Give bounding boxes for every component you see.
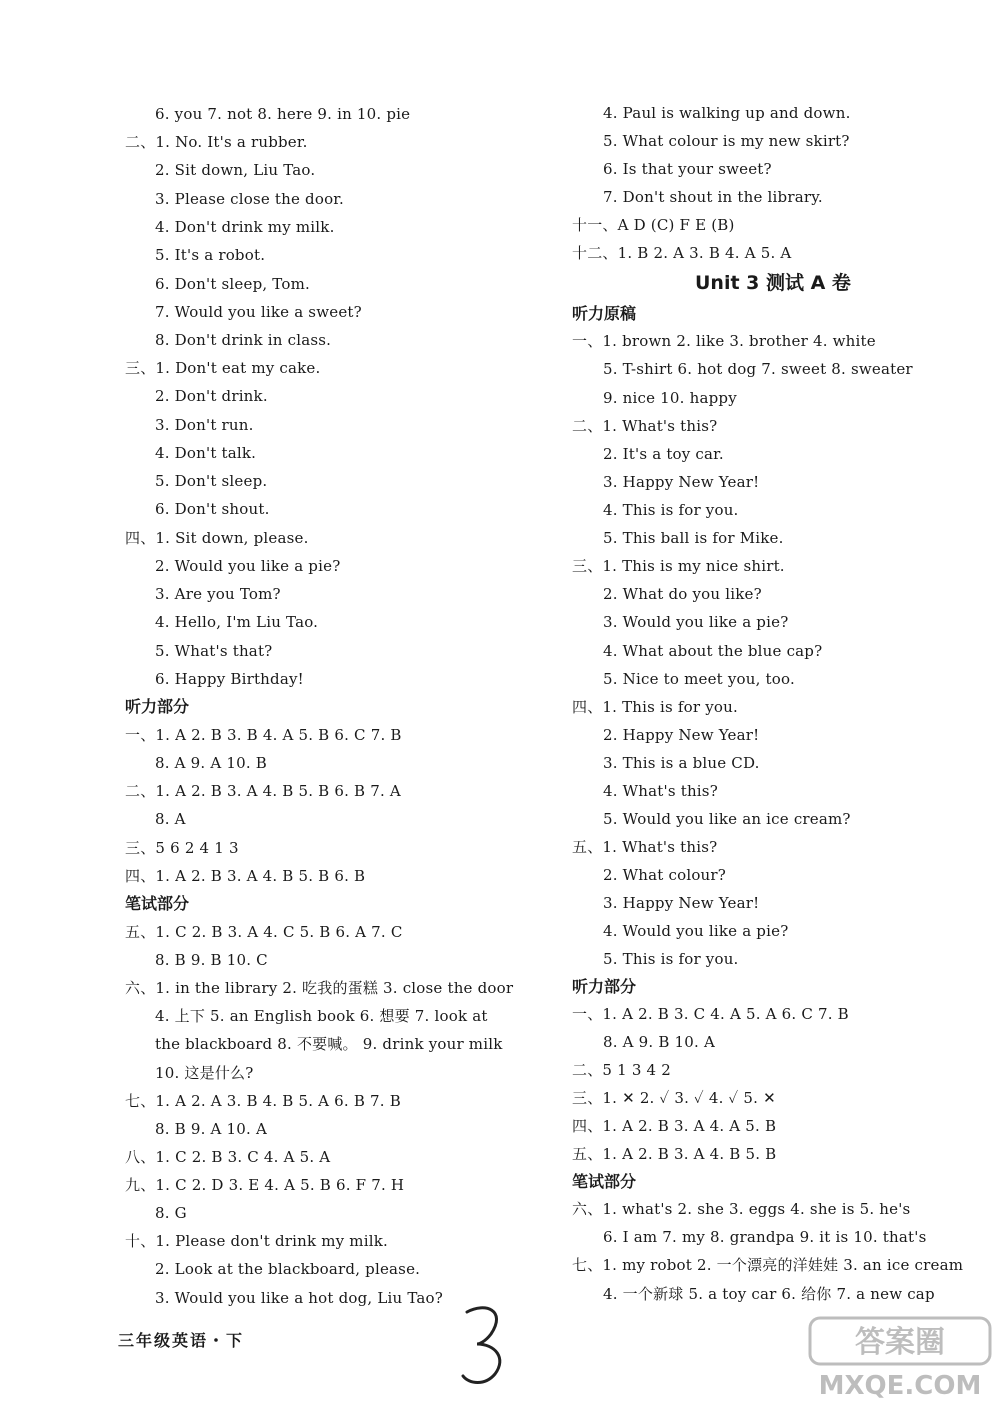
answer-line: 二、1. What's this?	[572, 417, 718, 435]
answer-line: 3. This is a blue CD.	[603, 754, 760, 772]
answer-line: 8. Don't drink in class.	[155, 331, 332, 349]
answer-line: 四、1. Sit down, please.	[125, 529, 309, 547]
answer-line: 3. Would you like a hot dog, Liu Tao?	[155, 1289, 444, 1307]
answer-line: 四、1. This is for you.	[572, 698, 738, 716]
handwritten-page-number	[455, 1300, 515, 1390]
answer-line: 三、1. This is my nice shirt.	[572, 557, 785, 575]
answer-line: 二、1. A 2. B 3. A 4. B 5. B 6. B 7. A	[125, 782, 401, 800]
answer-line: 三、5 6 2 4 1 3	[125, 839, 239, 857]
answer-line: 2. Happy New Year!	[603, 726, 760, 744]
answer-line: 5. T-shirt 6. hot dog 7. sweet 8. sweater	[603, 360, 913, 378]
answer-line: 4. This is for you.	[603, 501, 739, 519]
answer-line: 二、1. No. It's a rubber.	[125, 133, 308, 151]
answer-line: 7. Would you like a sweet?	[155, 303, 362, 321]
answer-line: 5. It's a robot.	[155, 246, 266, 264]
answer-line: 6. Is that your sweet?	[603, 160, 772, 178]
answer-line: 6. I am 7. my 8. grandpa 9. it is 10. that's	[603, 1228, 927, 1246]
answer-line: 2. It's a toy car.	[603, 445, 724, 463]
answer-line: 六、1. in the library 2. 吃我的蛋糕 3. close the door	[125, 979, 514, 997]
answer-line: 4. What about the blue cap?	[603, 642, 823, 660]
answer-line: 五、1. A 2. B 3. A 4. B 5. B	[572, 1145, 777, 1163]
answer-line: 4. 一个新球 5. a toy car 6. 给你 7. a new cap	[603, 1285, 935, 1303]
answer-line: 六、1. what's 2. she 3. eggs 4. she is 5. he's	[572, 1200, 911, 1218]
answer-line: 5. What colour is my new skirt?	[603, 132, 850, 150]
answer-line: 8. G	[155, 1204, 187, 1222]
answer-line: 四、1. A 2. B 3. A 4. A 5. B	[572, 1117, 777, 1135]
answer-line: 5. What's that?	[155, 642, 273, 660]
answer-line: 五、1. What's this?	[572, 838, 718, 856]
answer-line: 2. Don't drink.	[155, 387, 268, 405]
answer-line: 4. Would you like a pie?	[603, 922, 789, 940]
answer-line: the blackboard 8. 不要喊。 9. drink your milk	[155, 1035, 503, 1053]
answer-line: 3. Are you Tom?	[155, 585, 281, 603]
answer-line: 8. B 9. B 10. C	[155, 951, 268, 969]
answer-line: 8. A 9. A 10. B	[155, 754, 268, 772]
answer-line: 二、5 1 3 4 2	[572, 1061, 671, 1079]
answer-line: 2. What do you like?	[603, 585, 762, 603]
answer-line: 九、1. C 2. D 3. E 4. A 5. B 6. F 7. H	[125, 1176, 405, 1194]
answer-line: 6. Don't shout.	[155, 500, 270, 518]
answer-line: 3. Happy New Year!	[603, 894, 760, 912]
answer-line: 8. B 9. A 10. A	[155, 1120, 268, 1138]
answer-line: 7. Don't shout in the library.	[603, 188, 823, 206]
answer-line: 一、1. A 2. B 3. C 4. A 5. A 6. C 7. B	[572, 1005, 849, 1023]
answer-line: 三、1. Don't eat my cake.	[125, 359, 321, 377]
answer-line: 4. 上下 5. an English book 6. 想要 7. look at	[155, 1007, 488, 1025]
answer-line: 4. What's this?	[603, 782, 718, 800]
answer-line: 4. Hello, I'm Liu Tao.	[155, 613, 319, 631]
section-heading: 笔试部分	[572, 1172, 637, 1191]
section-heading: 笔试部分	[125, 894, 190, 913]
unit-title: Unit 3 测试 A 卷	[695, 272, 851, 294]
answer-line: 七、1. my robot 2. 一个漂亮的洋娃娃 3. an ice cream	[572, 1256, 964, 1274]
answer-line: 6. you 7. not 8. here 9. in 10. pie	[155, 105, 411, 123]
answer-line: 6. Happy Birthday!	[155, 670, 304, 688]
answer-line: 5. This is for you.	[603, 950, 739, 968]
answer-line: 5. Would you like an ice cream?	[603, 810, 851, 828]
answer-line: 一、1. A 2. B 3. B 4. A 5. B 6. C 7. B	[125, 726, 402, 744]
answer-line: 10. 这是什么?	[155, 1064, 254, 1082]
answer-line: 5. This ball is for Mike.	[603, 529, 784, 547]
answer-line: 8. A	[155, 810, 186, 828]
answer-line: 4. Don't talk.	[155, 444, 257, 462]
answer-line: 七、1. A 2. A 3. B 4. B 5. A 6. B 7. B	[125, 1092, 401, 1110]
watermark-logo-text: 答案圈	[855, 1325, 945, 1360]
answer-line: 一、1. brown 2. like 3. brother 4. white	[572, 332, 876, 350]
answer-line: 十、1. Please don't drink my milk.	[125, 1232, 388, 1250]
answer-line: 2. What colour?	[603, 866, 727, 884]
answer-line: 5. Don't sleep.	[155, 472, 268, 490]
answer-line: 四、1. A 2. B 3. A 4. B 5. B 6. B	[125, 867, 366, 885]
answer-line: 4. Don't drink my milk.	[155, 218, 335, 236]
section-heading: 听力原稿	[572, 304, 637, 323]
watermark-site: MXQE.COM	[818, 1371, 982, 1400]
answer-line: 五、1. C 2. B 3. A 4. C 5. B 6. A 7. C	[125, 923, 403, 941]
section-heading: 听力部分	[125, 697, 190, 716]
answer-line: 3. Happy New Year!	[603, 473, 760, 491]
answer-line: 2. Sit down, Liu Tao.	[155, 161, 316, 179]
answer-line: 十一、A D (C) F E (B)	[572, 216, 735, 234]
answer-line: 2. Would you like a pie?	[155, 557, 341, 575]
answer-line: 3. Don't run.	[155, 416, 254, 434]
answer-line: 3. Would you like a pie?	[603, 613, 789, 631]
section-heading: 听力部分	[572, 977, 637, 996]
answer-line: 3. Please close the door.	[155, 190, 344, 208]
answer-line: 6. Don't sleep, Tom.	[155, 275, 310, 293]
answer-line: 5. Nice to meet you, too.	[603, 670, 795, 688]
answer-line: 4. Paul is walking up and down.	[603, 104, 851, 122]
answer-line: 8. A 9. B 10. A	[603, 1033, 716, 1051]
answer-line: 9. nice 10. happy	[603, 389, 737, 407]
answer-line: 三、1. ✕ 2. ✓ 3. ✓ 4. ✓ 5. ✕	[572, 1089, 776, 1107]
answer-line: 八、1. C 2. B 3. C 4. A 5. A	[125, 1148, 331, 1166]
watermark-logo	[808, 1316, 994, 1400]
footer-grade-label: 三年级英语・下	[118, 1331, 245, 1350]
answer-line: 十二、1. B 2. A 3. B 4. A 5. A	[572, 244, 792, 262]
answer-line: 2. Look at the blackboard, please.	[155, 1260, 421, 1278]
